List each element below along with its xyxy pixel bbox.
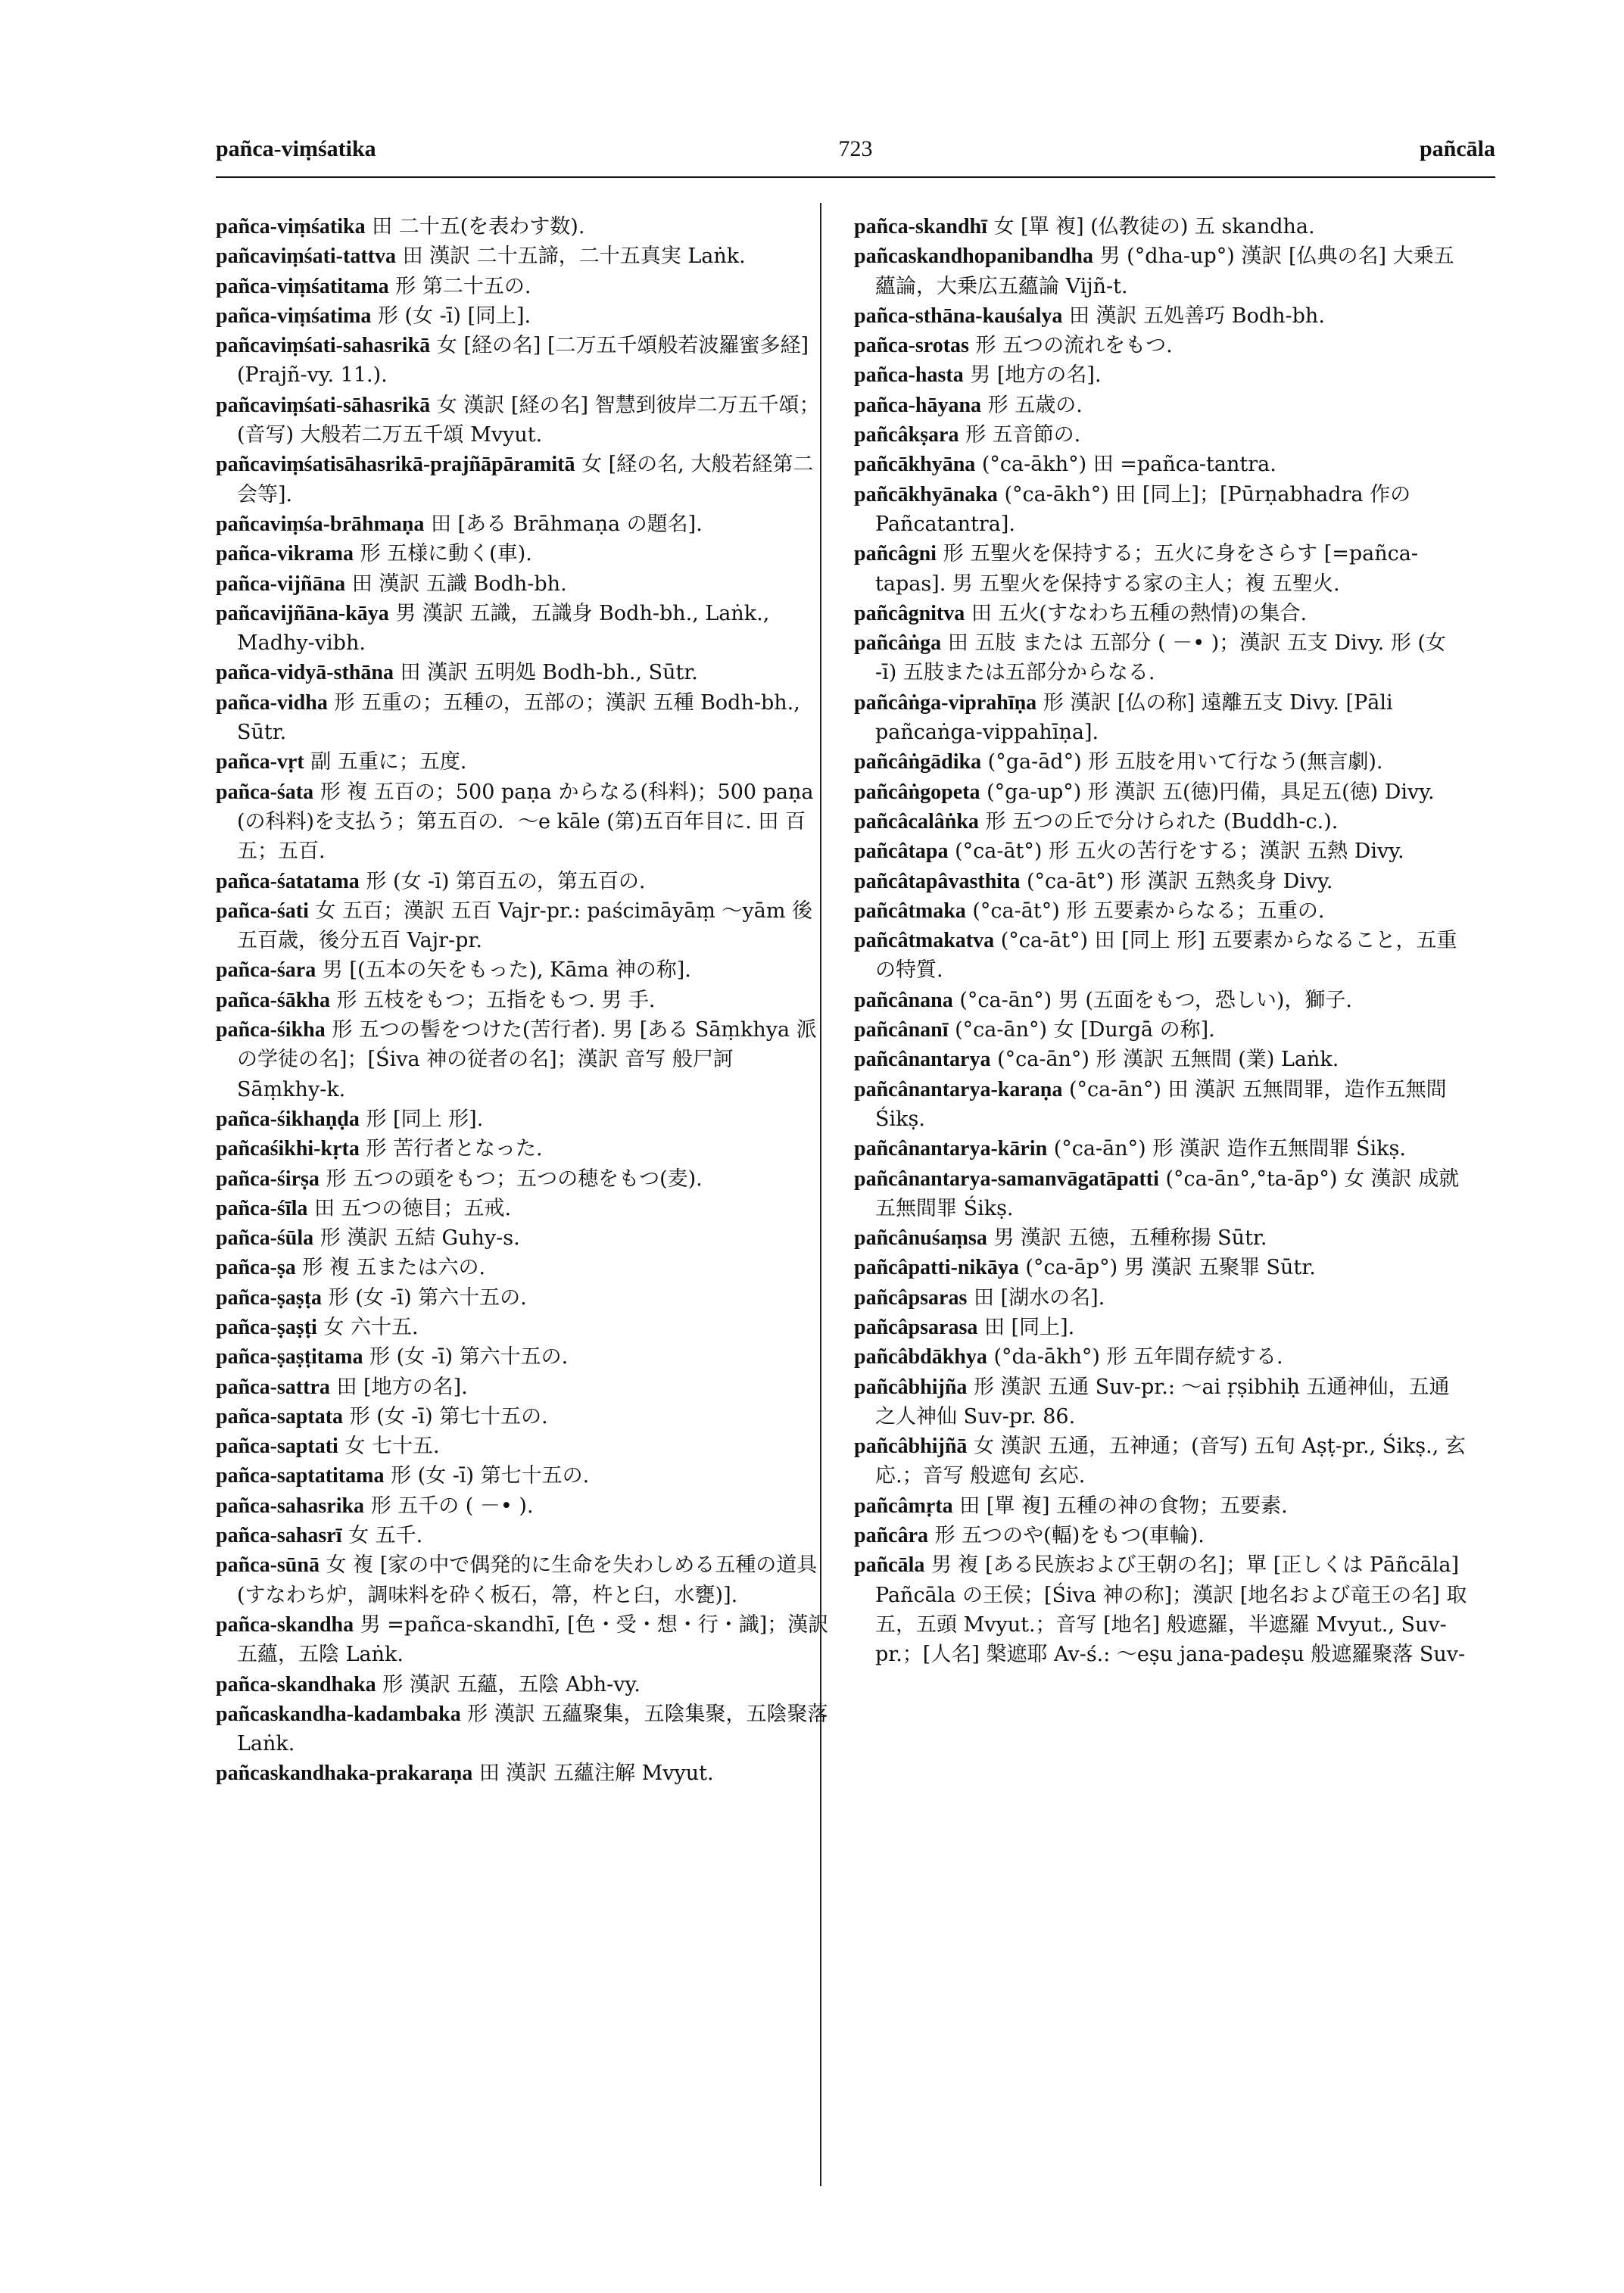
page-number: 723 [838, 136, 873, 161]
entry-definition: (°ca-ān°) 田 漢訳 五無間罪，造作五無間 Śikṣ. [875, 1077, 1447, 1131]
entry-definition: 田 漢訳 五蘊注解 Mvyut. [478, 1762, 714, 1786]
dictionary-entry [216, 1699, 829, 1759]
dictionary-entry [854, 301, 1467, 331]
dictionary-entry [216, 1104, 829, 1134]
dictionary-entry [216, 896, 829, 956]
dictionary-entry [854, 360, 1467, 390]
entry-headword: pañcânuśaṃsa [854, 1226, 987, 1251]
entry-headword: pañcaskandha-kadambaka [216, 1702, 461, 1726]
entry-headword: pañca-viṃśatika [216, 215, 366, 238]
entry-definition: 形 [同上 形]. [366, 1107, 484, 1131]
dictionary-entry [216, 1610, 829, 1670]
entry-headword: pañcânantarya [854, 1048, 991, 1072]
entry-headword: pañca-srotas [854, 334, 969, 358]
dictionary-entry [854, 1045, 1467, 1074]
entry-definition: 形 五つのや(輻)をもつ(車輪). [934, 1524, 1205, 1548]
entry-definition: (°ca-āt°) 形 漢訳 五熱炙身 Divy. [1026, 869, 1333, 893]
entry-definition: 形 五つの流れをもつ. [975, 334, 1173, 358]
entry-headword: pañcâbhijñā [854, 1435, 968, 1459]
dictionary-entry [216, 1759, 829, 1788]
entry-headword: pañcânana [854, 988, 953, 1012]
entry-headword: pañca-śati [216, 899, 309, 923]
entry-definition: 形 五つの頭をもつ；五つの穂をもつ(麦). [326, 1167, 703, 1191]
entry-definition: (°ca-ān°) 男 (五面をもつ，恐しい)，獅子. [959, 988, 1352, 1012]
dictionary-entry [216, 1521, 829, 1550]
entry-headword: pañca-śākha [216, 988, 330, 1012]
entry-headword: pañcâgni [854, 542, 937, 566]
entry-headword: pañca-ṣaṣṭi [216, 1315, 317, 1339]
dictionary-entry [216, 1670, 829, 1699]
entry-headword: pañcâgnitva [854, 601, 965, 625]
entry-headword: pañcaviṃśati-sāhasrikā [216, 393, 431, 417]
entry-definition: 形 漢訳 五蘊聚集，五陰集聚，五陰聚落 Laṅk. [237, 1702, 828, 1756]
entry-definition: (°ca-ān°) 形 漢訳 造作五無間罪 Śikṣ. [1053, 1137, 1406, 1161]
entry-headword: pañcânantarya-kārin [854, 1137, 1048, 1161]
dictionary-entry [854, 807, 1467, 837]
entry-headword: pañcavijñāna-kāya [216, 601, 389, 625]
entry-headword: pañca-ṣaṣṭitama [216, 1345, 363, 1369]
entry-headword: pañca-hāyana [854, 393, 982, 417]
entry-definition: 形 五つの髻をつけた(苦行者). 男 [ある Sāṃkhya 派の学徒の名]；[Śiva 神の従者の名]；漢訳 音写 般尸訶 Sāṃkhy-k. [237, 1018, 817, 1101]
dictionary-entry [854, 1521, 1467, 1550]
entry-definition: 女 五千. [348, 1524, 423, 1548]
dictionary-entry [854, 896, 1467, 926]
entry-headword: pañcâṅgopeta [854, 780, 980, 804]
dictionary-entry [216, 450, 829, 509]
entry-definition: 女 七十五. [344, 1435, 440, 1459]
dictionary-entry [854, 867, 1467, 896]
dictionary-entry [854, 1313, 1467, 1342]
dictionary-entry [216, 1015, 829, 1104]
entry-definition: (°ca-ān°,°ta-āp°) 女 漢訳 成就五無間罪 Śikṣ. [875, 1167, 1460, 1220]
dictionary-entry [854, 599, 1467, 628]
entry-definition: 田 [地方の名]. [336, 1375, 468, 1399]
entry-definition: (°ca-ān°) 形 漢訳 五無間 (業) Laṅk. [997, 1048, 1339, 1072]
dictionary-entry [854, 212, 1467, 241]
dictionary-entry [216, 955, 829, 985]
entry-headword: pañca-sthāna-kauśalya [854, 304, 1063, 328]
dictionary-entry [216, 1372, 829, 1402]
dictionary-entry [216, 599, 829, 659]
entry-headword: pañca-sahasrika [216, 1494, 365, 1518]
dictionary-entry [854, 1015, 1467, 1045]
entry-headword: pañcâkṣara [854, 423, 959, 447]
entry-definition: 田 漢訳 五明処 Bodh-bh., Sūtr. [400, 661, 698, 685]
entry-headword: pañca-saptati [216, 1435, 338, 1459]
entry-headword: pañca-śūla [216, 1226, 314, 1251]
entry-headword: pañca-viṃśatima [216, 304, 372, 328]
dictionary-entry [854, 747, 1467, 777]
entry-definition: 男 =pañca-skandhī, [色・受・想・行・識]；漢訳 五蘊，五陰 Laṅk. [237, 1612, 829, 1667]
entry-headword: pañcâpsarasa [854, 1315, 978, 1339]
entry-definition: 男 漢訳 五徳，五種称揚 Sūtr. [993, 1226, 1267, 1251]
entry-headword: pañca-hasta [854, 363, 964, 388]
entry-headword: pañcâṅgādika [854, 750, 982, 774]
entry-definition: 田 [ある Brāhmaṇa の題名]. [430, 512, 703, 536]
dictionary-entry [216, 1461, 829, 1491]
entry-headword: pañcaviṃśati-sahasrikā [216, 334, 431, 358]
entry-headword: pañca-saptata [216, 1404, 344, 1428]
entry-definition: 女 [経の名, 大般若経第二会等]. [237, 453, 814, 506]
dictionary-entry [216, 1164, 829, 1194]
dictionary-entry [854, 628, 1467, 688]
entry-definition: 男 [(五本の矢をもった), Kāma 神の称]. [322, 958, 691, 983]
entry-definition: (°ca-ān°) 女 [Durgā の称]. [955, 1018, 1215, 1042]
entry-headword: pañca-śikha [216, 1018, 326, 1042]
entry-headword: pañcaskandhaka-prakaraṇa [216, 1762, 473, 1786]
entry-headword: pañcāla [854, 1553, 925, 1578]
dictionary-entry [216, 1550, 829, 1610]
entry-definition: 形 苦行者となった. [366, 1137, 543, 1161]
entry-definition: 田 二十五(を表わす数). [372, 215, 585, 238]
entry-headword: pañca-sahasrī [216, 1524, 342, 1548]
entry-definition: (°ca-āp°) 男 漢訳 五聚罪 Sūtr. [1025, 1256, 1316, 1280]
entry-definition: 田 漢訳 二十五諦，二十五真実 Laṅk. [402, 245, 746, 269]
dictionary-entry [216, 331, 829, 391]
dictionary-entry [216, 301, 829, 331]
entry-headword: pañcâṅga-viprahīṇa [854, 690, 1037, 715]
dictionary-entry [216, 1342, 829, 1372]
entry-headword: pañcânanī [854, 1018, 949, 1042]
entry-definition: 女 五百；漢訳 五百 Vajr-pr.: paścimāyāṃ ～yām 後五百歳，後分五百 Vajr-pr. [237, 899, 813, 953]
entry-headword: pañca-skandha [216, 1612, 354, 1637]
entry-headword: pañca-śata [216, 780, 314, 804]
entry-definition: 田 五火(すなわち五種の熱情)の集合. [971, 601, 1308, 625]
entry-headword: pañcâṅga [854, 631, 942, 656]
page-header [216, 136, 1495, 182]
dictionary-entry [854, 420, 1467, 450]
entry-headword: pañcâbhijña [854, 1375, 968, 1399]
entry-headword: pañcâmṛta [854, 1494, 953, 1518]
dictionary-entry [854, 1432, 1467, 1491]
entry-definition: 田 漢訳 五識 Bodh-bh. [351, 572, 567, 596]
entry-headword: pañcaśikhi-kṛta [216, 1137, 360, 1161]
dictionary-entry [216, 569, 829, 599]
entry-headword: pañcânantarya-karaṇa [854, 1077, 1063, 1101]
entry-definition: 形 (女 -ī) 第六十五の. [328, 1285, 527, 1310]
dictionary-entry [216, 1402, 829, 1432]
entry-definition: 形 漢訳 五通 Suv-pr.: ～ai ṛṣibhiḥ 五通神仙，五通之人神仙 Suv-pr. 86. [875, 1375, 1450, 1428]
entry-headword: pañcākhyānaka [854, 482, 998, 506]
dictionary-entry [216, 1194, 829, 1223]
dictionary-entry [854, 1342, 1467, 1372]
entry-definition: (°ga-ād°) 形 五肢を用いて行なう(無言劇). [987, 750, 1383, 774]
entry-headword: pañcâtmakatva [854, 929, 995, 953]
dictionary-entry [854, 450, 1467, 479]
entry-definition: (°da-ākh°) 形 五年間存続する. [993, 1345, 1283, 1369]
entry-definition: 男 (°dha-up°) 漢訳 [仏典の名] 大乗五蘊論，大乗広五蘊論 Vijñ-t. [875, 245, 1454, 298]
dictionary-entry [854, 926, 1467, 986]
entry-headword: pañcaviṃśati-tattva [216, 245, 396, 269]
entry-headword: pañcaskandhopanibandha [854, 245, 1093, 269]
dictionary-entry [854, 241, 1467, 301]
entry-definition: 田 五肢 または 五部分 ( －• )；漢訳 五支 Divy. 形 (女 -ī) 五肢または五部分からなる. [875, 631, 1446, 685]
entry-definition: 女 六十五. [323, 1315, 419, 1339]
entry-definition: 形 (女 -ī) 第七十五の. [391, 1464, 590, 1488]
dictionary-entry [216, 747, 829, 777]
entry-headword: pañca-śara [216, 958, 316, 983]
header-right-guide-word: pañcāla [1419, 136, 1495, 161]
entry-definition: 田 [單 複] 五種の神の食物；五要素. [959, 1494, 1288, 1518]
entry-definition: (°ca-āt°) 形 五火の苦行をする；漢訳 五熱 Divy. [955, 840, 1404, 864]
dictionary-entry [216, 867, 829, 896]
dictionary-entry [216, 1283, 829, 1313]
entry-headword: pañca-śirṣa [216, 1167, 320, 1191]
dictionary-entry [216, 212, 829, 241]
entry-headword: pañcânantarya-samanvāgatāpatti [854, 1167, 1159, 1191]
dictionary-entry [216, 1223, 829, 1253]
entry-definition: 男 漢訳 五識，五識身 Bodh-bh., Laṅk., Madhy-vibh. [237, 601, 770, 656]
entry-headword: pañcâtapâvasthita [854, 869, 1021, 893]
dictionary-entry [854, 777, 1467, 807]
entry-definition: 女 漢訳 [経の名] 智慧到彼岸二万五千頌；(音写) 大般若二万五千頌 Mvyut. [237, 393, 820, 447]
entry-definition: 副 五重に；五度. [310, 750, 467, 774]
entry-headword: pañca-ṣaṣṭa [216, 1285, 323, 1310]
entry-headword: pañca-skandhī [854, 215, 987, 238]
dictionary-entry [854, 331, 1467, 360]
entry-definition: 形 漢訳 五蘊，五陰 Abh-vy. [382, 1672, 641, 1696]
entry-definition: 形 (女 -ī) 第百五の，第五百の. [366, 869, 646, 893]
dictionary-entry [216, 241, 829, 271]
entry-headword: pañcâpsaras [854, 1285, 968, 1310]
dictionary-entry [216, 1491, 829, 1521]
dictionary-entry [854, 986, 1467, 1015]
dictionary-entry [216, 391, 829, 450]
entry-definition: 女 [單 複] (仏教徒の) 五 skandha. [993, 215, 1315, 238]
entry-definition: 形 (女 -ī) [同上]. [377, 304, 531, 328]
entry-definition: 形 漢訳 五結 Guhy-s. [320, 1226, 520, 1251]
entry-definition: 形 五様に動く(車). [360, 542, 532, 566]
dictionary-entry [854, 1253, 1467, 1282]
entry-definition: 形 五重の；五種の，五部の；漢訳 五種 Bodh-bh., Sūtr. [237, 690, 800, 745]
dictionary-entry [854, 1283, 1467, 1313]
entry-definition: 形 複 五または六の. [302, 1256, 486, 1280]
dictionary-entry [216, 1253, 829, 1282]
entry-headword: pañca-vikrama [216, 542, 354, 566]
entry-headword: pañca-vidyā-sthāna [216, 661, 394, 685]
dictionary-entry [854, 688, 1467, 748]
dictionary-entry [216, 1313, 829, 1342]
dictionary-entry [854, 480, 1467, 540]
entry-definition: 形 漢訳 [仏の称] 遠離五支 Divy. [Pāli pañcaṅga-vippahīṇa]. [875, 690, 1393, 745]
header-rule [216, 176, 1495, 178]
entry-definition: 形 複 五百の；500 paṇa からなる(科料)；500 paṇa (の科料)を支払う；第五百の．～e kāle (第)五百年目に. 田 百五；五百. [237, 780, 814, 864]
entry-definition: 形 第二十五の. [395, 274, 531, 298]
dictionary-entry [216, 658, 829, 687]
entry-definition: 男 複 [ある民族および王朝の名]；單 [正しくは Pāñcāla] Pañcāla の王侯；[Śiva 神の称]；漢訳 [地名および竜王の名] 取五，五頭 Mvyut.；音写 [地名] 般遮羅，半遮羅 Mvyut., Suv-pr.；[人名] 槃遮耶 Av-ś.: ～eṣu jana-padeṣu 般遮羅聚落 Suv- [875, 1553, 1467, 1667]
dictionary-entry [854, 1223, 1467, 1253]
entry-headword: pañcâcalâṅka [854, 809, 979, 833]
dictionary-entry [854, 837, 1467, 866]
entry-definition: 田 [同上]. [983, 1315, 1075, 1339]
entry-definition: (°ga-up°) 形 漢訳 五(徳)円備，具足五(徳) Divy. [987, 780, 1435, 804]
entry-definition: (°ca-ākh°) 田 [同上]；[Pūrṇabhadra 作の Pañcatantra]. [875, 482, 1411, 536]
dictionary-entry [854, 1164, 1467, 1224]
entry-headword: pañca-skandhaka [216, 1672, 376, 1696]
entry-definition: (°ca-āt°) 形 五要素からなる；五重の. [972, 899, 1325, 923]
entry-headword: pañcākhyāna [854, 453, 976, 477]
entry-definition: 田 漢訳 五処善巧 Bodh-bh. [1069, 304, 1325, 328]
dictionary-entry [854, 391, 1467, 420]
entry-definition: 女 複 [家の中で偶発的に生命を失わしめる五種の道具(すなわち炉，調味料を砕く板石，箒，杵と臼，水甕)]. [237, 1553, 818, 1607]
entry-headword: pañcâtmaka [854, 899, 966, 923]
entry-headword: pañca-ṣa [216, 1256, 296, 1280]
entry-headword: pañcâbdākhya [854, 1345, 987, 1369]
entry-definition: 形 五歳の. [987, 393, 1083, 417]
dictionary-entry [216, 272, 829, 301]
entry-headword: pañcâpatti-nikāya [854, 1256, 1019, 1280]
entry-headword: pañca-vṛt [216, 750, 304, 774]
dictionary-entry [216, 1432, 829, 1461]
entry-definition: 形 五つの丘で分けられた (Buddh-c.). [985, 809, 1339, 833]
dictionary-entry [854, 1372, 1467, 1432]
entry-definition: 形 (女 -ī) 第六十五の. [369, 1345, 569, 1369]
entry-headword: pañca-sattra [216, 1375, 330, 1399]
dictionary-entry [216, 509, 829, 539]
dictionary-entry [854, 539, 1467, 599]
entry-headword: pañca-śīla [216, 1196, 308, 1220]
entry-definition: 女 漢訳 五通，五神通；(音写) 五旬 Aṣṭ-pr., Śikṣ., 玄応.；音写 般遮旬 玄応. [875, 1435, 1466, 1488]
dictionary-entry [216, 688, 829, 748]
right-column [854, 212, 1467, 1670]
entry-headword: pañcaviṃśatisāhasrikā-prajñāpāramitā [216, 453, 575, 477]
entry-headword: pañca-viṃśatitama [216, 274, 389, 298]
entry-headword: pañca-sūnā [216, 1553, 320, 1578]
entry-headword: pañca-śatatama [216, 869, 360, 893]
entry-definition: 女 [経の名] [二万五千頌般若波羅蜜多経] (Prajñ-vy. 11.). [237, 334, 809, 388]
dictionary-entry [854, 1550, 1467, 1669]
entry-headword: pañca-vijñāna [216, 572, 346, 596]
entry-headword: pañca-śikhaṇḍa [216, 1107, 360, 1131]
entry-definition: 形 五音節の. [965, 423, 1081, 447]
dictionary-entry [216, 539, 829, 569]
left-column [216, 212, 829, 1789]
dictionary-entry [216, 777, 829, 867]
entry-headword: pañca-vidha [216, 690, 328, 715]
entry-definition: 形 五聖火を保持する；五火に身をさらす [=pañca-tapas]. 男 五聖火を保持する家の主人；複 五聖火. [875, 542, 1418, 596]
entry-definition: 田 [湖水の名]. [973, 1285, 1105, 1310]
dictionary-entry [216, 1134, 829, 1164]
dictionary-entry [854, 1134, 1467, 1164]
entry-definition: 形 五千の ( －• ). [370, 1494, 534, 1518]
dictionary-entry [854, 1491, 1467, 1521]
entry-headword: pañcâra [854, 1524, 928, 1548]
entry-definition: (°ca-āt°) 田 [同上 形] 五要素からなること，五重の特質. [875, 929, 1457, 983]
entry-headword: pañcaviṃśa-brāhmaṇa [216, 512, 425, 536]
entry-definition: 男 [地方の名]. [970, 363, 1102, 388]
header-left-guide-word: pañca-viṃśatika [216, 136, 376, 161]
entry-definition: 田 五つの徳目；五戒. [313, 1196, 512, 1220]
entry-headword: pañcâtapa [854, 840, 949, 864]
dictionary-entry [216, 986, 829, 1015]
dictionary-entry [854, 1075, 1467, 1135]
entry-headword: pañca-saptatitama [216, 1464, 385, 1488]
entry-definition: 形 五枝をもつ；五指をもつ. 男 手. [336, 988, 656, 1012]
entry-definition: 形 (女 -ī) 第七十五の. [349, 1404, 548, 1428]
entry-definition: (°ca-ākh°) 田 =pañca-tantra. [981, 453, 1276, 477]
